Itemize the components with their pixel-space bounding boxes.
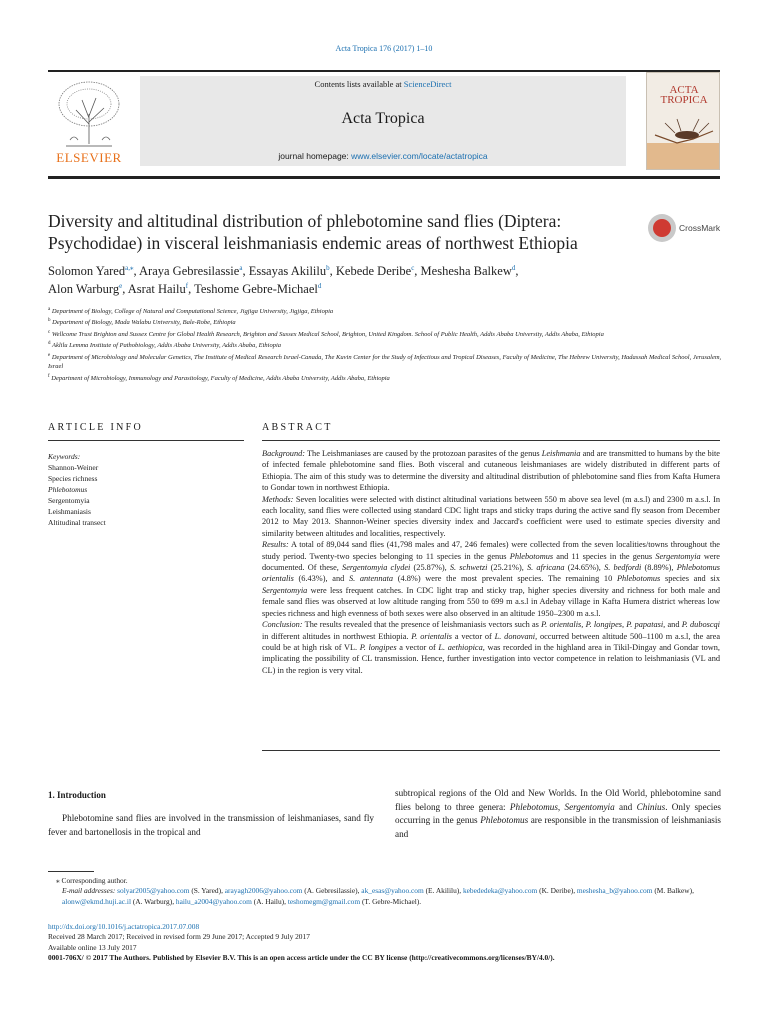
affiliation-item: $^b$ Department of Biology, Mada Walabu University, Bale-Robe, Ethiopia <box>48 318 236 327</box>
author-affil-marker[interactable]: a <box>239 263 243 272</box>
affiliation-item: $^e$ Department of Microbiology and Molecular Genetics, The Institute of Medical Research Israel-Canada, The Kuvin Center for the Study of Infectious and Tropical Diseases, Faculty of Medicine, The Hebrew University, Hadassah Medical School, Jerusalem, Israel <box>48 352 722 371</box>
keyword: Leishmaniasis <box>48 507 91 516</box>
keyword: Sergentomyia <box>48 496 90 505</box>
affiliation-item: $^c$ Wellcome Trust Brighton and Sussex Centre for Global Health Research, Brighton and Sussex Medical School, Brighton, United Kingdom. School of Public Health, Addis Ababa University, Addis Ababa, Ethiopia <box>48 329 604 339</box>
sciencedirect-link[interactable]: ScienceDirect <box>403 79 452 89</box>
homepage-prefix: journal homepage: <box>278 151 352 161</box>
keyword: Altitudinal transect <box>48 518 106 527</box>
keywords-block <box>48 451 244 528</box>
crossmark-label: CrossMark <box>679 223 721 233</box>
affiliation-item: $^a$ Department of Biology, College of Natural and Computational Science, Jigjiga University, Jigjiga, Ethiopia <box>48 307 334 316</box>
journal-citation[interactable]: Acta Tropica 176 (2017) 1–10 <box>335 44 433 53</box>
keyword: Phlebotomus <box>48 485 88 494</box>
cover-title: ACTA TROPICA <box>660 84 708 106</box>
affiliation-item: $^f$ Department of Microbiology, Immunology and Parasitology, Faculty of Medicine, Addis Ababa University, Addis Ababa, Ethiopia <box>48 373 390 382</box>
journal-cover-image <box>646 72 720 170</box>
abstract-body <box>262 448 720 676</box>
abstract-methods: Methods: Seven localities were selected with distinct altitudinal variations between 550 m above sea level (m a.s.l) and 2300 m a.s.l. In each locality, sand flies were collected using standard CDC light traps and sticky traps during the active sand fly season from December 2012 to May 2013. Shannon-Weiner species diversity index and Jaccard's coefficient were used to estimate species diversity and similarity between altitudes and localities, respectively. <box>262 494 720 538</box>
available-online: Available online 13 July 2017 <box>48 942 137 952</box>
crossmark-icon <box>648 214 676 242</box>
contents-prefix: Contents lists available at <box>314 79 404 89</box>
keyword: Species richness <box>48 474 98 483</box>
abstract-heading: ABSTRACT <box>262 422 333 433</box>
abstract-end-rule <box>262 750 720 751</box>
article-info-rule <box>48 440 244 441</box>
article-title: Diversity and altitudinal distribution of phlebotomine sand flies (Diptera: Psychodidae) in visceral leishmaniasis endemic areas of northwest Ethiopia <box>48 211 578 253</box>
author-affil-marker[interactable]: a,⁎ <box>125 263 134 272</box>
email-addresses: E-mail addresses: solyar2005@yahoo.com (S. Yared), arayagh2006@yahoo.com (A. Gebresilassie), ak_esas@yahoo.com (E. Akililu), kebededeka@yahoo.com (K. Deribe), meshesha_b@yahoo.com (M. Balkew), alonw@ekmd.huji.ac.il (A. Warburg), hailu_a2004@yahoo.com (A. Hailu), teshomegm@gmail.com (T. Gebre-Michael). <box>62 886 694 906</box>
email-link[interactable]: arayagh2006@yahoo.com <box>224 886 303 895</box>
crossmark-badge[interactable] <box>648 214 728 242</box>
author-affil-marker[interactable]: d <box>511 263 516 272</box>
introduction-left-column: Phlebotomine sand flies are involved in the transmission of leishmaniases, sand fly fever and bartonellosis in the tropical and <box>48 813 374 837</box>
elsevier-wordmark: ELSEVIER <box>56 150 122 165</box>
footnote-rule <box>48 871 94 872</box>
affiliation-list <box>48 305 728 383</box>
doi-link[interactable]: http://dx.doi.org/10.1016/j.actatropica.2017.07.008 <box>48 922 200 931</box>
license-statement: 0001-706X/ © 2017 The Authors. Published by Elsevier B.V. This is an open access article under the CC BY license (http://creativecommons.org/licenses/BY/4.0/). <box>48 953 555 963</box>
author-name: Meshesha Balkew <box>420 264 512 278</box>
email-link[interactable]: solyar2005@yahoo.com <box>117 886 190 895</box>
journal-homepage <box>140 151 626 161</box>
affiliation-item: $^d$ Aklilu Lemma Institute of Pathobiology, Addis Ababa University, Addis Ababa, Ethiopia <box>48 341 282 350</box>
author-name: Alon Warburg <box>48 282 120 296</box>
cover-illustration <box>647 113 720 170</box>
homepage-link[interactable]: www.elsevier.com/locate/actatropica <box>351 151 488 161</box>
author-affil-marker[interactable]: c <box>411 263 415 272</box>
email-link[interactable]: hailu_a2004@yahoo.com <box>175 896 252 906</box>
abstract-background: Background: The Leishmaniases are caused by the protozoan parasites of the genus Leishmania and are transmitted to humans by the bite of infected female phlebotomine sand flies. Both visceral and cutaneous leishmaniases are widely distributed in different parts of Ethiopia. The aim of this study was to determine the diversity and altitudinal distribution of phlebotomine sand flies from Kafta Humera to Gondar town in northwest Ethiopia. <box>262 449 720 493</box>
email-link[interactable]: alonw@ekmd.huji.ac.il <box>62 896 131 906</box>
author-name: Araya Gebresilassie <box>139 264 240 278</box>
author-name: Teshome Gebre-Michael <box>194 282 318 296</box>
author-affil-marker[interactable]: b <box>326 263 330 272</box>
abstract-rule <box>262 440 720 441</box>
corresponding-author-note: ⁎ Corresponding author. <box>56 876 128 885</box>
email-link[interactable]: kebededeka@yahoo.com <box>462 886 538 895</box>
keywords-label: Keywords: <box>48 452 81 461</box>
author-affil-marker[interactable]: e <box>119 281 123 290</box>
top-rule <box>48 70 720 72</box>
contents-line <box>140 79 626 89</box>
email-link[interactable]: meshesha_b@yahoo.com <box>576 886 653 895</box>
email-link[interactable]: teshomegm@gmail.com <box>287 896 361 906</box>
journal-name: Acta Tropica <box>341 110 425 127</box>
article-info-heading: ARTICLE INFO <box>48 422 144 433</box>
author-list: Solomon Yared$^{a,⁎}$, Araya Gebresilassie$^a$, Essayas Akililu$^b$, Kebede Deribe$^c$, Meshesha Balkew$^d$, Alon Warburg$^e$, Asrat Hailu$^f$, Teshome Gebre-Michael$^d$ <box>48 263 519 296</box>
introduction-right-column: subtropical regions of the Old and New Worlds. In the Old World, phlebotomine sand flies belong to three genera: Phlebotomus, Sergentomyia and Chinius. Only species occurring in the genus Phlebotomus are responsible in the transmission of leishmaniasis and <box>395 788 722 840</box>
author-name: Essayas Akililu <box>248 264 327 278</box>
received-dates: Received 28 March 2017; Received in revised form 29 June 2017; Accepted 9 July 2017 <box>48 932 310 942</box>
publication-info <box>48 922 720 964</box>
author-affil-marker[interactable]: d <box>317 281 322 290</box>
introduction-heading: 1. Introduction <box>48 790 106 800</box>
abstract-conclusion: Conclusion: The results revealed that the presence of leishmaniasis vectors such as P. orientalis, P. longipes, P. papatasi, and P. duboscqi in different altitudes in northwest Ethiopia. P. orientalis a vector of L. donovani, occurred between altitude 500–1100 m a.s.l, the area could be at high risk of VL. P. longipes a vector of L. aethiopica, was recorded in the highland area in Tikil-Dingay and Gondar town, implicating the possibility of CL transmission. Hence, further investigation into vector competence in relation to leishmaniasis (VL and CL) in the region is very vital. <box>262 620 721 675</box>
author-name: Solomon Yared <box>48 264 126 278</box>
abstract-results: Results: A total of 89,044 sand flies (41,798 males and 47, 246 females) were collected from the seven localities/towns throughout the study period. Twenty-two species belonging to 11 species in the genus Phlebotomus and 11 species in the genus Sergentomyia were documented. Of these, Sergentomyia clydei (25.87%), S. schwetzi (25.21%), S. africana (24.65%), S. bedfordi (8.89%), Phlebotomus orientalis (6.43%), and S. antennata (4.8%) were the most prevalent species. The remaining 10 Phlebotomus species and six Sergentomyia were less frequent catches. In CDC light trap and sticky trap, higher species diversity and richness for both male and female sand flies was observed at low altitude ranging from 550 to 699 m a.s.l in Adebay village in Kafta Humera district whereas low species richness and high evenness of both sexes were also observed in an altitude 1950–2300 m a.s.l. <box>262 540 721 618</box>
keyword: Shannon-Weiner <box>48 463 99 472</box>
author-affil-marker[interactable]: f <box>185 281 189 290</box>
email-link[interactable]: ak_esas@yahoo.com <box>361 886 424 895</box>
author-name: Kebede Deribe <box>335 264 412 278</box>
masthead-rule <box>48 176 720 179</box>
email-label: E-mail addresses: <box>62 886 116 895</box>
author-name: Asrat Hailu <box>127 282 186 296</box>
